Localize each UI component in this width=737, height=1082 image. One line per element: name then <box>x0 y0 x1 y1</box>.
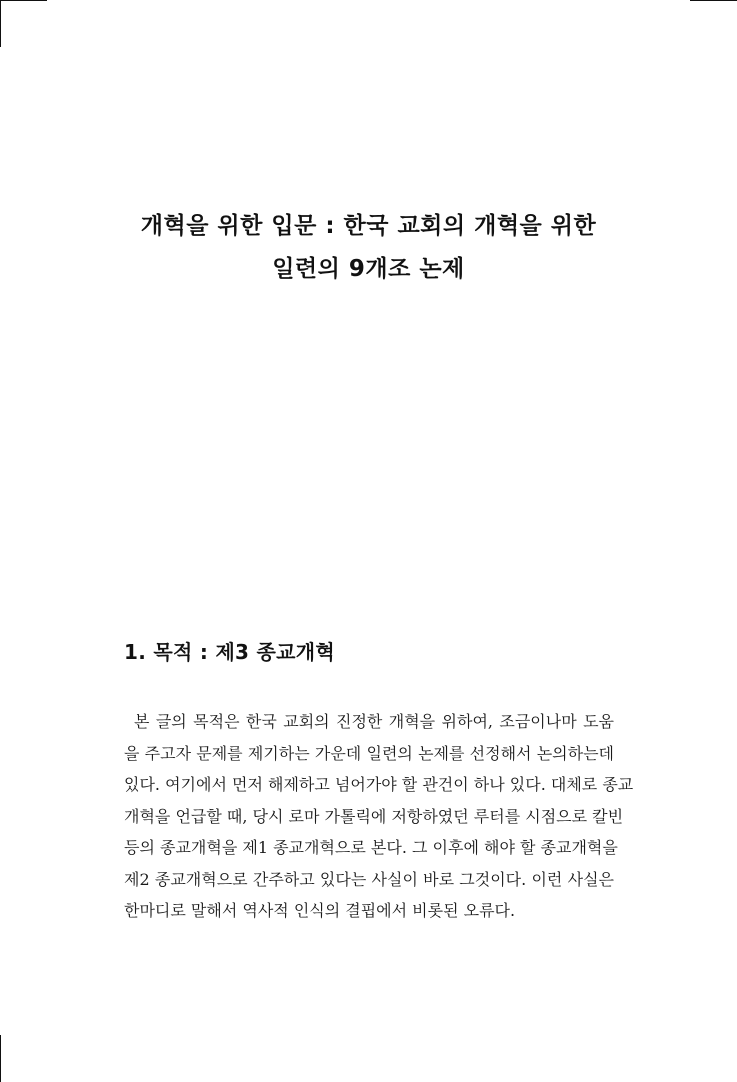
paragraph-line: 한마디로 말해서 역사적 인식의 결핍에서 비롯된 오류다. <box>124 901 516 920</box>
paragraph-line: 을 주고자 문제를 제기하는 가운데 일련의 논제를 선정해서 논의하는데 <box>124 743 614 763</box>
document-title <box>0 205 737 291</box>
paragraph-line: 본 글의 목적은 한국 교회의 진정한 개혁을 위하여, 조금이나마 도움 <box>134 712 614 731</box>
paragraph-line: 개혁을 언급할 때, 당시 로마 가톨릭에 저항하였던 루터를 시점으로 칼빈 <box>124 806 624 826</box>
paragraph-line: 있다. 여기에서 먼저 해제하고 넘어가야 할 관건이 하나 있다. 대체로 종교 <box>124 775 634 794</box>
paragraph-line: 제2 종교개혁으로 간주하고 있다는 사실이 바로 그것이다. 이런 사실은 <box>124 869 614 889</box>
section-heading: 1. 목적 : 제3 종교개혁 <box>124 640 336 664</box>
crop-mark-bottom-left-vertical <box>0 1035 1 1082</box>
crop-mark-top-left-vertical <box>0 0 1 47</box>
document-title-line-2: 일련의 9개조 논제 <box>272 256 465 282</box>
crop-mark-top-right-horizontal <box>690 0 737 1</box>
paragraph-line: 등의 종교개혁을 제1 종교개혁으로 본다. 그 이후에 해야 할 종교개혁을 <box>124 838 618 857</box>
body-paragraph <box>124 706 634 927</box>
crop-mark-top-left-horizontal <box>0 0 47 1</box>
document-title-line-1: 개혁을 위한 입문 : 한국 교회의 개혁을 위한 <box>140 213 597 239</box>
